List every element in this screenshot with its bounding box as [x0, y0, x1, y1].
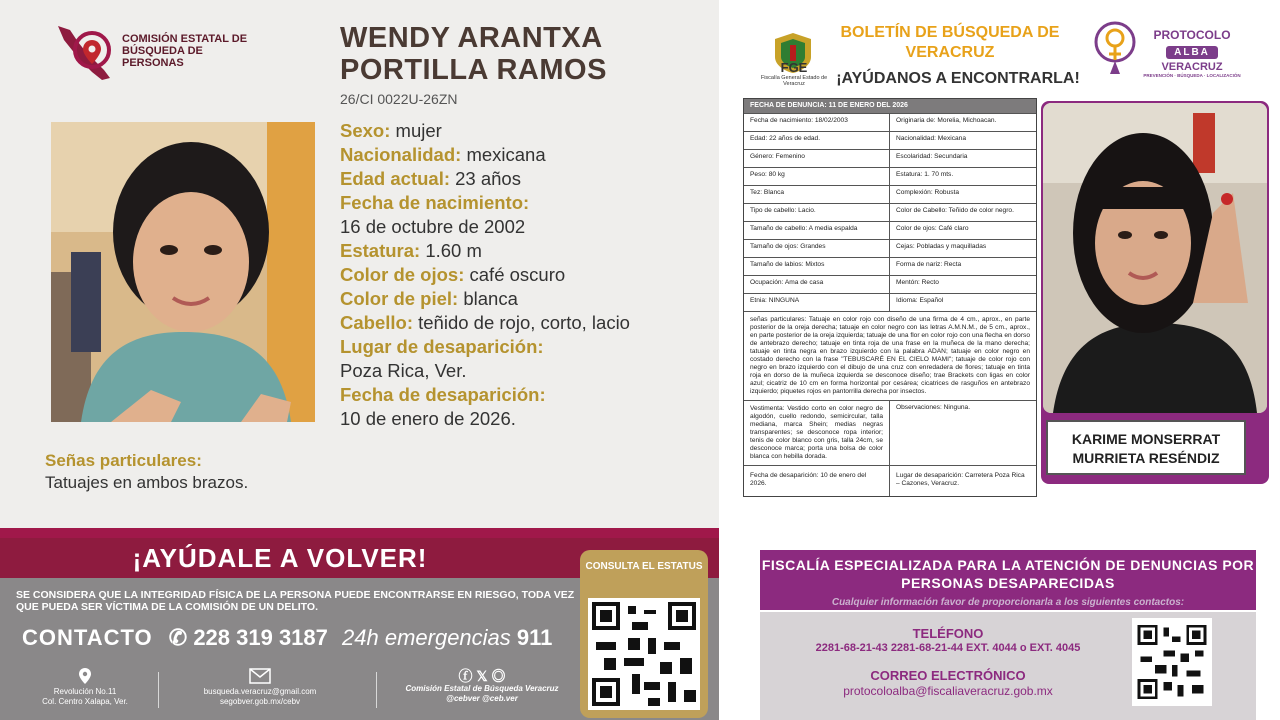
person-details	[340, 119, 710, 431]
person-photo	[51, 122, 315, 422]
fiscalia-subtitle: Cualquier información favor de proporcionarla a los siguientes contactos:	[831, 597, 1185, 608]
table-row	[744, 149, 1036, 167]
table-cell: Etnia: NINGUNA	[744, 294, 890, 311]
email-block[interactable]: busqueda.veracruz@gmail.com segobver.gob.mx/cebv	[180, 668, 340, 707]
senas-value: Tatuajes en ambos brazos.	[45, 473, 249, 492]
table-cell: Forma de nariz: Recta	[896, 261, 962, 268]
accent-band	[0, 528, 720, 538]
phone-numbers[interactable]: 2281-68-21-43 2281-68-21-44 EXT. 4044 o EXT. 4045	[815, 642, 1081, 654]
contact-label: CONTACTO	[22, 625, 153, 650]
phone-label: TELÉFONO	[912, 626, 984, 641]
senas-particulares: señas particulares: Tatuaje en color rojo con diseño de una firma de 4 cm., aprox., en parte posterior de la oreja derecha; tatuaje en color negro con las letras A.M.N.M., de 5 cm., aprox., en parte posterior de la oreja izquierda; tatuaje de una flor en color rojo con una flecha en dorso de antebrazo derecho; tatuaje en tinta roja de una frase en la muñeca de la mano derecha; tatuaje en tinta negra en brazo izquierdo con la palabra ADAN; tatuaje en color negro en costado derecho con la frase "TEBUSCARÉ EN EL CIELO MAMI"; tatuaje de color rojo con negro en brazo izquierdo con el dibujo de una cruz con enredadera de flores; tatuaje en tinta roja en dorso de la muñeca izquierda se desconoce diseño; trae Brackets con ligas en color azul; cicatriz de 10 cm en forma horizontal por cesárea; cicatrices de rasguños en antebrazo izquierdo; piquetes rojos en pantorrilla derecha por insectos.	[750, 316, 1030, 395]
observaciones: Observaciones: Ninguna.	[896, 404, 971, 411]
person-name: WENDY ARANTXA PORTILLA RAMOS	[340, 22, 607, 86]
table-cell: Cejas: Pobladas y maquilladas	[896, 243, 987, 250]
protocolo-alba-icon	[1092, 20, 1138, 78]
distinguishing-marks	[45, 450, 345, 494]
table-cell: Originaria de: Morelia, Michoacan.	[896, 117, 997, 124]
table-row	[744, 275, 1036, 293]
poster-right	[720, 0, 1280, 720]
fge-subtitle: Fiscalía General Estado de Veracruz	[760, 75, 828, 87]
facebook-icon[interactable]: ⓕ	[458, 668, 473, 684]
table-cell: Color de ojos: Café claro	[896, 225, 969, 232]
table-row	[744, 293, 1036, 311]
detail-lugar: Poza Rica, Ver.	[340, 360, 467, 381]
table-row	[744, 221, 1036, 239]
table-cell: Ocupación: Ama de casa	[744, 276, 890, 293]
location-pin-icon	[79, 668, 91, 684]
footer-divider	[158, 672, 159, 708]
address-block: Revolución No.11 Col. Centro Xalapa, Ver.	[30, 668, 140, 707]
risk-notice: SE CONSIDERA QUE LA INTEGRIDAD FÍSICA DE LA PERSONA PUEDE ENCONTRARSE EN RIESGO, TODA VEZ QUE PUEDA SER VÍCTIMA DE LA COMISIÓN DE UN DELITO.	[16, 589, 575, 613]
table-row	[744, 167, 1036, 185]
emergency-number[interactable]: 911	[516, 625, 553, 650]
lugar-desaparicion: Lugar de desaparición: Carretera Poza Rica – Cazones, Veracruz.	[896, 472, 1025, 487]
fecha-desaparicion: Fecha de desaparición: 10 de enero del 2026.	[744, 466, 890, 496]
detail-cabello: Cabello: teñido de rojo, corto, lacio	[340, 312, 630, 333]
veracruz-map-logo	[52, 22, 116, 84]
detail-nacimiento: 16 de octubre de 2002	[340, 216, 526, 237]
social-block[interactable]: ⓕ 𝕏 ◎ Comisión Estatal de Búsqueda Veracruz @cebver @ceb.ver	[394, 668, 570, 704]
mail-icon	[249, 668, 271, 684]
qr-code[interactable]	[588, 598, 700, 710]
senas-label: Señas particulares:	[45, 451, 202, 470]
bulletin-subtitle: ¡AYÚDANOS A ENCONTRARLA!	[836, 70, 1080, 87]
table-rows	[744, 113, 1036, 311]
table-cell: Tamaño de labios: Mixtos	[744, 258, 890, 275]
fiscalia-title: FISCALÍA ESPECIALIZADA PARA LA ATENCIÓN DE DENUNCIAS POR PERSONAS DESAPARECIDAS	[761, 557, 1255, 591]
emergency-label: 24h emergencias	[342, 625, 511, 650]
person-name-right: KARIME MONSERRAT MURRIETA RESÉNDIZ	[1071, 431, 1221, 466]
table-cell: Tez: Blanca	[744, 186, 890, 203]
data-table	[743, 98, 1037, 497]
table-header: FECHA DE DENUNCIA: 11 DE ENERO DEL 2026	[744, 99, 1036, 113]
table-row	[744, 400, 1036, 465]
table-row	[744, 113, 1036, 131]
table-row	[744, 239, 1036, 257]
detail-fecha-label: Fecha de desaparición:	[340, 384, 546, 405]
detail-estatura: Estatura: 1.60 m	[340, 240, 482, 261]
table-cell: Mentón: Recto	[896, 279, 939, 286]
table-cell: Edad: 22 años de edad.	[744, 132, 890, 149]
x-icon[interactable]: 𝕏	[476, 668, 488, 684]
table-cell: Peso: 80 kg	[744, 168, 890, 185]
whatsapp-icon: ✆	[168, 625, 188, 650]
table-cell: Tipo de cabello: Lacio.	[744, 204, 890, 221]
table-row	[744, 465, 1036, 496]
case-id: 26/CI 0022U-26ZN	[340, 91, 458, 107]
table-cell: Fecha de nacimiento: 18/02/2003	[744, 114, 890, 131]
table-cell: Tamaño de cabello: A media espalda	[744, 222, 890, 239]
table-row	[744, 185, 1036, 203]
detail-piel: Color de piel: blanca	[340, 288, 518, 309]
table-cell: Idioma: Español	[896, 297, 944, 304]
qr-code-right[interactable]	[1132, 618, 1212, 706]
table-cell: Nacionalidad: Mexicana	[896, 135, 967, 142]
table-cell: Color de Cabello: Teñido de color negro.	[896, 207, 1014, 214]
detail-edad: Edad actual: 23 años	[340, 168, 521, 189]
status-title: CONSULTA EL ESTATUS	[585, 561, 703, 572]
protocolo-alba-label: PROTOCOLO ALBA VERACRUZ PREVENCIÓN · BÚSQUEDA · LOCALIZACIÓN	[1143, 28, 1241, 78]
detail-fecha: 10 de enero de 2026.	[340, 408, 516, 429]
org-name: COMISIÓN ESTATAL DE BÚSQUEDA DE PERSONAS	[122, 33, 248, 69]
detail-lugar-label: Lugar de desaparición:	[340, 336, 544, 357]
table-cell: Estatura: 1. 70 mts.	[896, 171, 954, 178]
contact-line	[22, 625, 582, 651]
table-row	[744, 131, 1036, 149]
table-row	[744, 257, 1036, 275]
email-label: CORREO ELECTRÓNICO	[870, 668, 1026, 683]
detail-sexo: Sexo: mujer	[340, 120, 442, 141]
detail-nacimiento-label: Fecha de nacimiento:	[340, 192, 530, 213]
table-row	[744, 203, 1036, 221]
detail-ojos: Color de ojos: café oscuro	[340, 264, 566, 285]
help-title: ¡AYÚDALE A VOLVER!	[132, 543, 428, 573]
email-address[interactable]: protocoloalba@fiscaliaveracruz.gob.mx	[843, 684, 1053, 698]
table-cell: Complexión: Robusta	[896, 189, 960, 196]
bulletin-title: BOLETÍN DE BÚSQUEDA DE VERACRUZ	[840, 24, 1060, 61]
instagram-icon[interactable]: ◎	[491, 668, 506, 684]
vestimenta: Vestimenta: Vestido corto en color negro de algodón, cuello redondo, semicircular, talla mediana, marca Shein; medias negras transparentes; se desconoce ropa interior; tenis de color blanco con gris, talla 24cm, se desconoce marca; porta una bolsa de color blanca con hebilla dorada.	[744, 401, 890, 465]
social-icons	[394, 668, 570, 684]
table-cell: Tamaño de ojos: Grandes	[744, 240, 890, 257]
contact-phone[interactable]: ✆ 228 319 3187	[168, 625, 328, 650]
person-photo-right	[1043, 103, 1267, 413]
table-row	[744, 311, 1036, 400]
footer-divider	[376, 672, 377, 708]
fge-label: FGE	[780, 60, 808, 75]
table-cell: Género: Femenino	[744, 150, 890, 167]
table-cell: Escolaridad: Secundaria	[896, 153, 968, 160]
detail-nacionalidad: Nacionalidad: mexicana	[340, 144, 546, 165]
